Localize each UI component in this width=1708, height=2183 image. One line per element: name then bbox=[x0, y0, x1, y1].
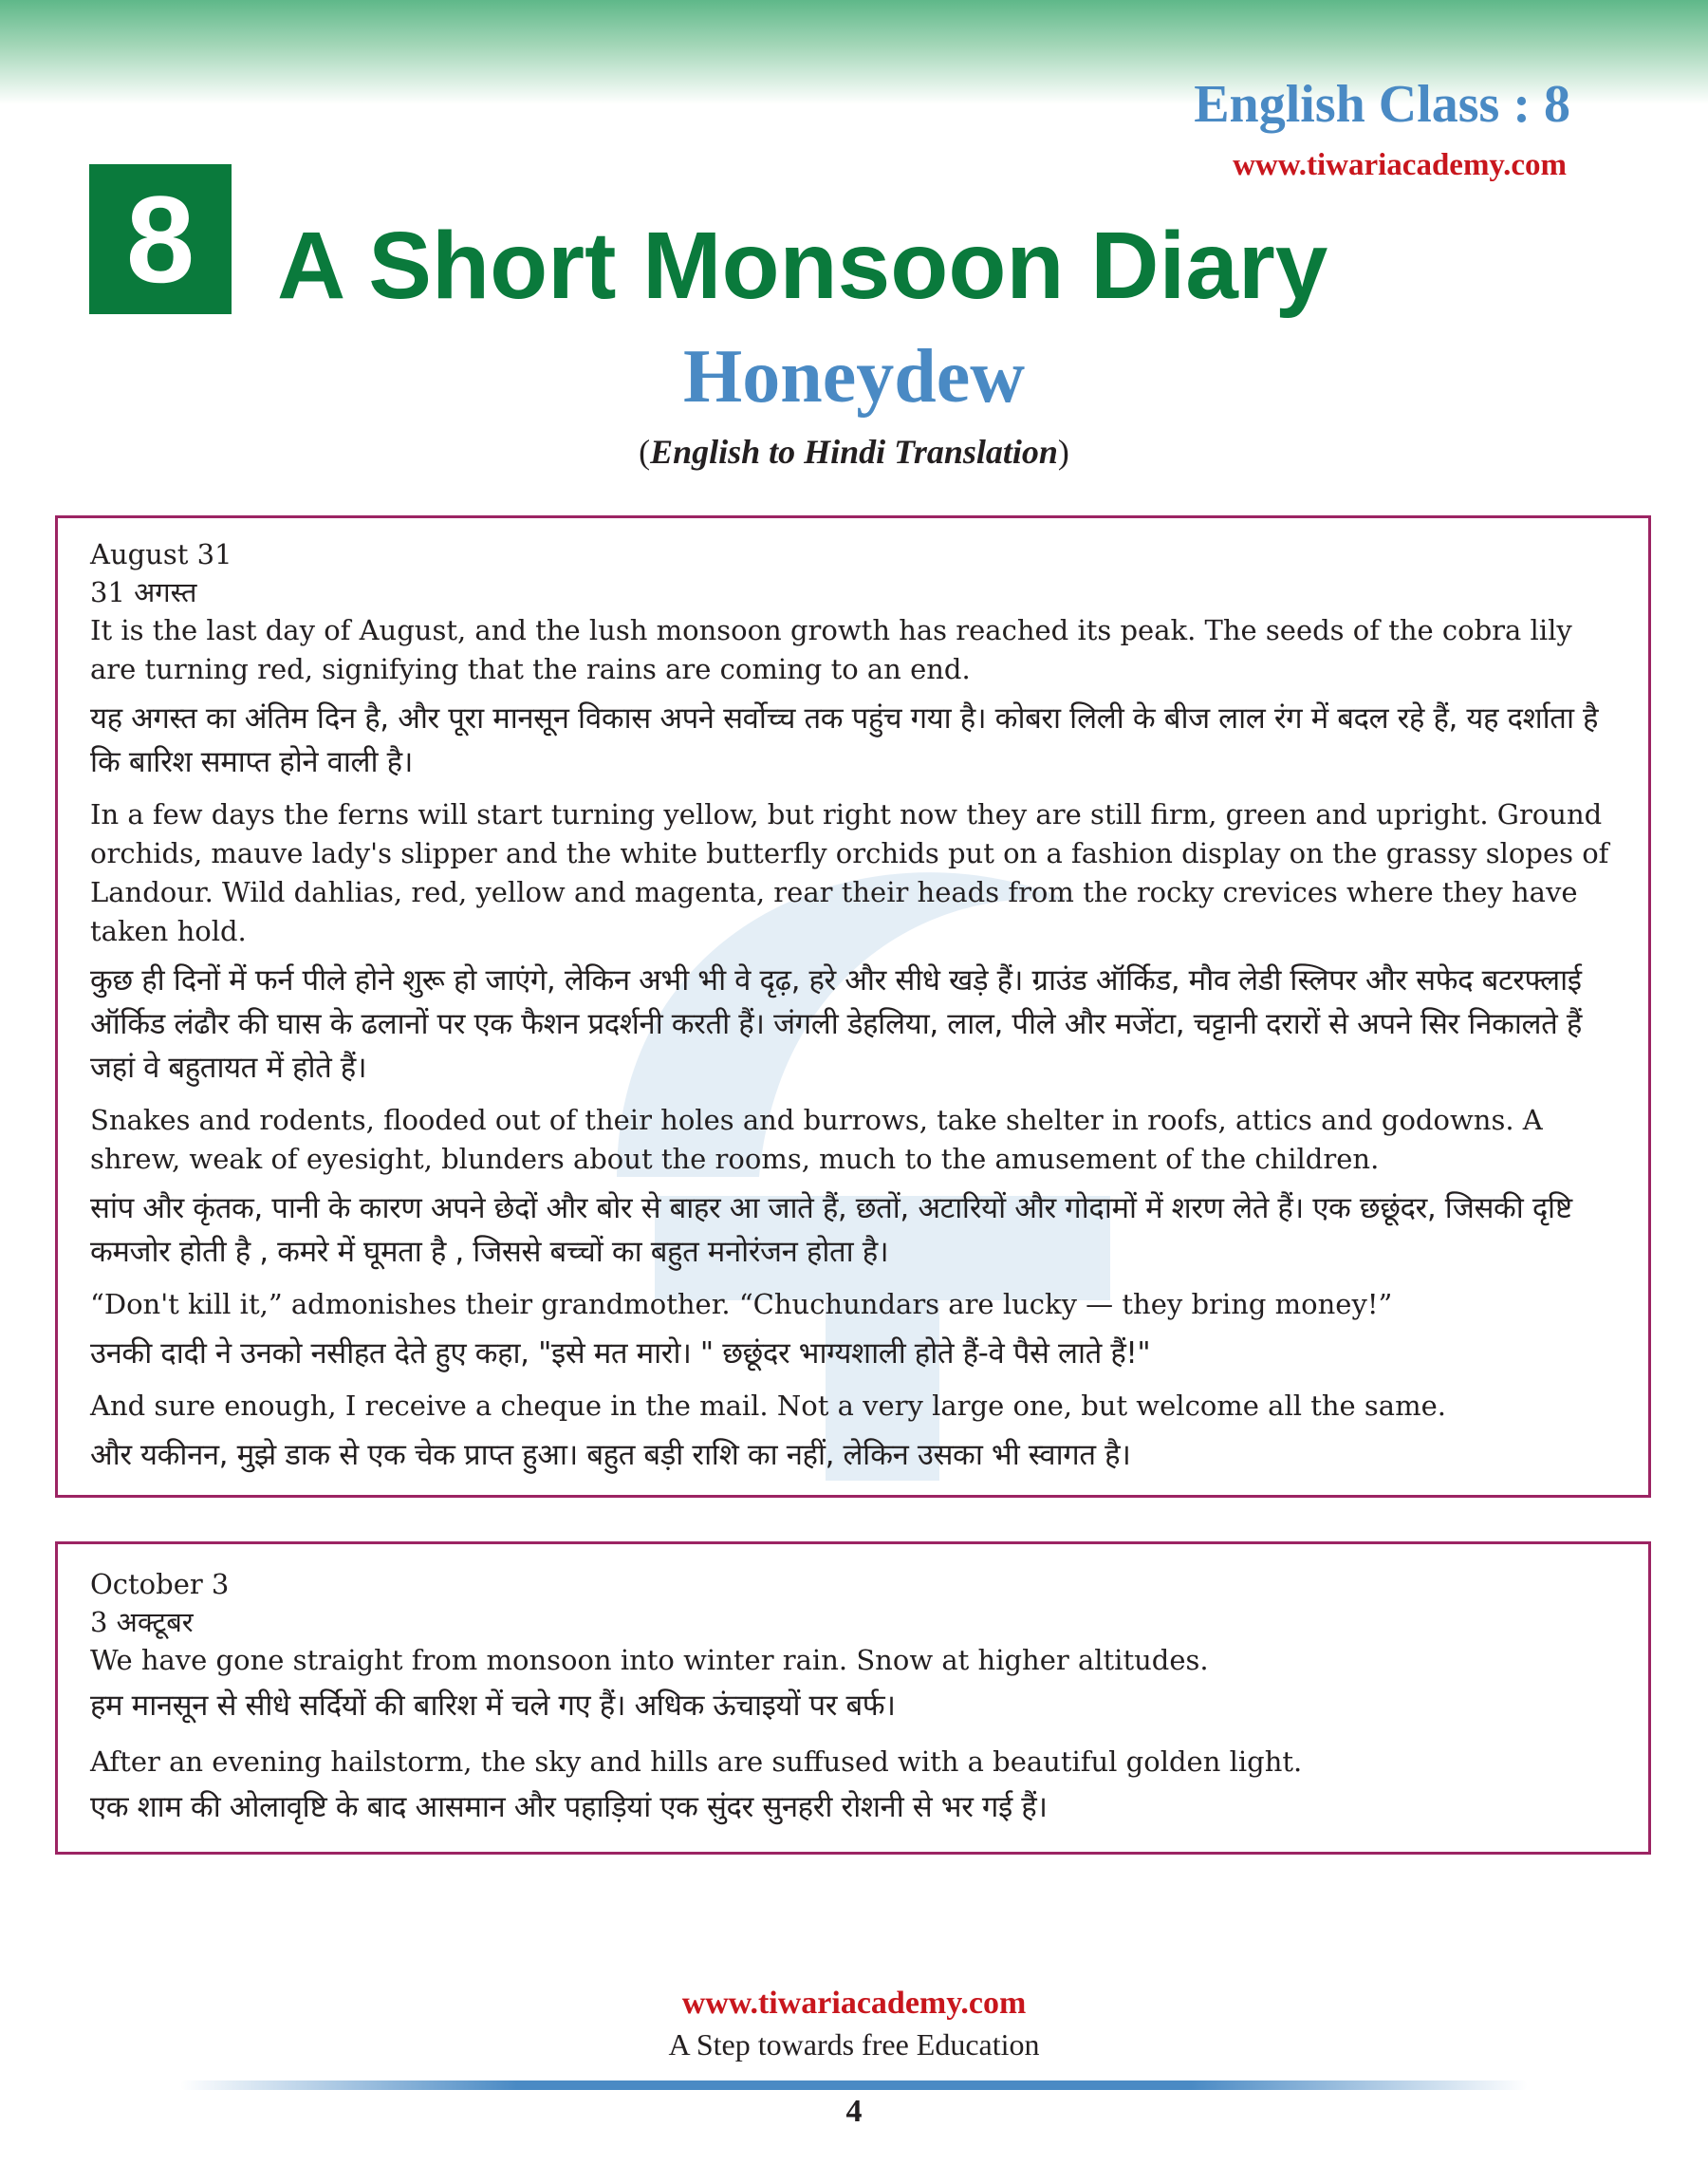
paragraph-hindi: हम मानसून से सीधे सर्दियों की बारिश में चले गए हैं। अधिक ऊंचाइयों पर बर्फ। bbox=[90, 1689, 896, 1723]
book-title: Honeydew bbox=[683, 335, 1025, 419]
entry-date-english: October 3 bbox=[90, 1568, 230, 1600]
diary-entry-august-31 bbox=[55, 515, 1651, 1498]
paragraph-hindi: एक शाम की ओलावृष्टि के बाद आसमान और पहाड़ियां एक सुंदर सुनहरी रोशनी से भर गई हैं। bbox=[90, 1790, 1048, 1824]
subtitle-open-paren: ( bbox=[639, 433, 651, 471]
paragraph-english: It is the last day of August, and the lush monsoon growth has reached its peak. The seeds of the cobra lily are turning red, signifying that the rains are coming to an end. bbox=[90, 614, 1572, 685]
paragraph-english: And sure enough, I receive a cheque in the mail. Not a very large one, but welcome all the same. bbox=[90, 1390, 1446, 1422]
entry-date-hindi: 3 अक्टूबर bbox=[90, 1606, 194, 1638]
class-title: English Class : 8 bbox=[1194, 75, 1570, 134]
chapter-number: 8 bbox=[89, 164, 232, 314]
page-number: 4 bbox=[845, 2094, 863, 2129]
entry-date-hindi: 31 अगस्त bbox=[90, 576, 197, 608]
footer-website-link[interactable]: www.tiwariacademy.com bbox=[681, 1986, 1027, 2021]
header-website-link[interactable]: www.tiwariacademy.com bbox=[1233, 148, 1567, 182]
paragraph-hindi: उनकी दादी ने उनको नसीहत देते हुए कहा, "इसे मत मारो। " छछूंदर भाग्यशाली होते हैं-वे पैसे लाते हैं!" bbox=[90, 1336, 1151, 1371]
chapter-title: A Short Monsoon Diary bbox=[277, 213, 1328, 319]
footer-divider bbox=[180, 2080, 1528, 2090]
subtitle-text: English to Hindi Translation bbox=[650, 433, 1058, 471]
paragraph-hindi: कुछ ही दिनों में फर्न पीले होने शुरू हो जाएंगे, लेकिन अभी भी वे दृढ़, हरे और सीधे खड़े हैं। ग्राउंड ऑर्किड, मौव लेडी स्लिपर और सफेद बटरफ्लाई ऑर्किड लंढौर की घास के ढलानों पर एक फैशन प्रदर्शनी करती हैं। जंगली डेहलिया, लाल, पीले और मजेंटा, चट्टानी दरारों से अपने सिर निकालते हैं जहां वे बहुतायत में होते हैं। bbox=[90, 963, 1582, 1085]
diary-entry-october-3 bbox=[55, 1541, 1651, 1855]
paragraph-hindi: सांप और कृंतक, पानी के कारण अपने छेदों और बोर से बाहर आ जाते हैं, छतों, अटारियों और गोदामों में शरण लेते हैं। एक छछूंदर, जिसकी दृष्टि कमजोर होती है , कमरे में घूमता है , जिससे बच्चों का बहुत मनोरंजन होता है। bbox=[90, 1191, 1572, 1269]
footer-tagline: A Step towards free Education bbox=[668, 2027, 1040, 2062]
paragraph-hindi: और यकीनन, मुझे डाक से एक चेक प्राप्त हुआ। बहुत बड़ी राशि का नहीं, लेकिन उसका भी स्वागत है। bbox=[90, 1438, 1131, 1472]
paragraph-english: After an evening hailstorm, the sky and hills are suffused with a beautiful golden light. bbox=[90, 1745, 1303, 1778]
entry-date-english: August 31 bbox=[90, 538, 232, 570]
subtitle bbox=[0, 432, 1708, 472]
paragraph-english: Snakes and rodents, flooded out of their holes and burrows, take shelter in roofs, attics and godowns. A shrew, weak of eyesight, blunders about the rooms, much to the amusement of the children. bbox=[90, 1104, 1543, 1175]
paragraph-hindi: यह अगस्त का अंतिम दिन है, और पूरा मानसून विकास अपने सर्वोच्च तक पहुंच गया है। कोबरा लिली के बीज लाल रंग में बदल रहे हैं, यह दर्शाता है कि बारिश समाप्त होने वाली है। bbox=[90, 701, 1599, 779]
paragraph-english: We have gone straight from monsoon into winter rain. Snow at higher altitudes. bbox=[90, 1644, 1209, 1676]
paragraph-english: “Don't kill it,” admonishes their grandmother. “Chuchundars are lucky — they bring money!” bbox=[90, 1288, 1393, 1320]
paragraph-english: In a few days the ferns will start turning yellow, but right now they are still firm, green and upright. Ground orchids, mauve lady's slipper and the white butterfly orchids put on a fashion display on the grassy slopes of Landour. Wild dahlias, red, yellow and magenta, rear their heads from the rocky crevices where they have taken hold. bbox=[90, 798, 1609, 947]
subtitle-close-paren: ) bbox=[1057, 433, 1069, 471]
